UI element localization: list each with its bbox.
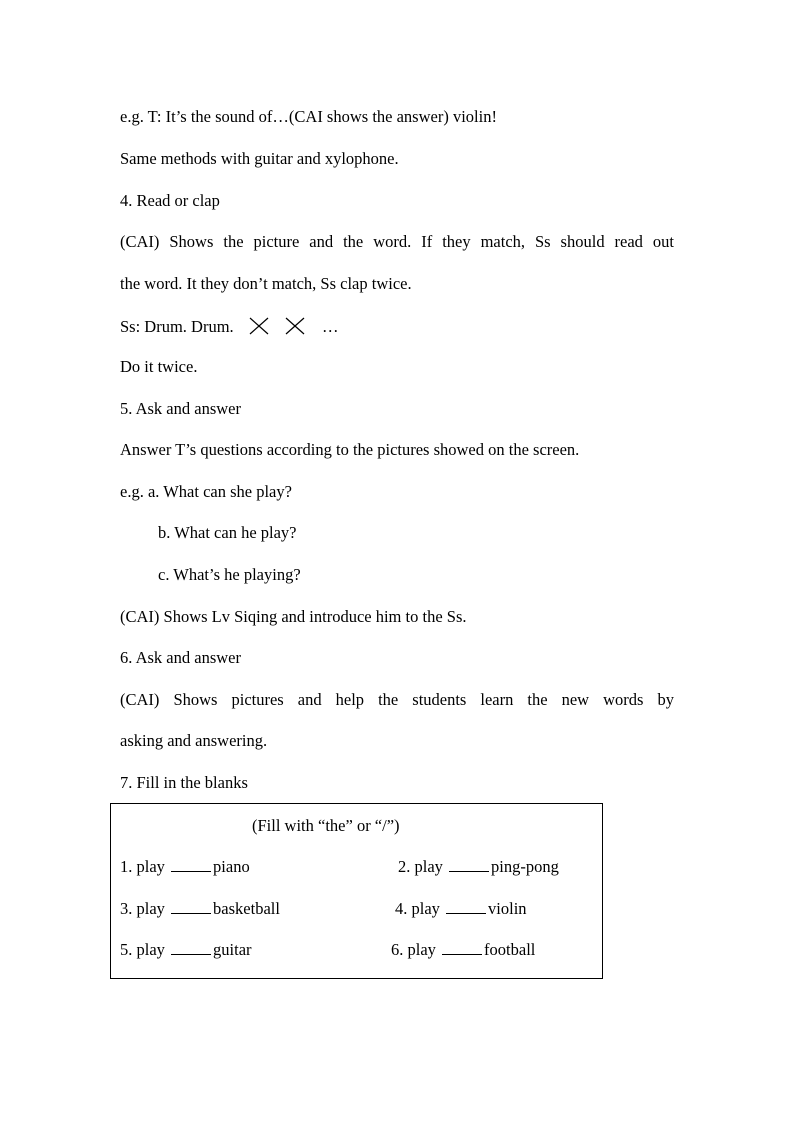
item-prefix: 3. play <box>120 899 165 918</box>
question-c: c. What’s he playing? <box>158 565 301 584</box>
exercise-item <box>391 940 535 960</box>
step-5-instruction: Answer T’s questions according to the pictures showed on the screen. <box>120 440 580 459</box>
same-methods-line: Same methods with guitar and xylophone. <box>120 149 399 168</box>
clap-cross-icon <box>248 316 270 336</box>
item-prefix: 5. play <box>120 940 165 959</box>
answer-blank[interactable] <box>171 940 211 955</box>
example-sound-line: e.g. T: It’s the sound of…(CAI shows the answer) violin! <box>120 107 497 126</box>
drum-response-text: Ss: Drum. Drum. <box>120 317 234 336</box>
item-prefix: 4. play <box>395 899 440 918</box>
exercise-item <box>120 940 252 960</box>
item-word: ping-pong <box>491 857 559 876</box>
answer-blank[interactable] <box>442 940 482 955</box>
do-it-twice-line: Do it twice. <box>120 357 198 376</box>
item-word: guitar <box>213 940 252 959</box>
fill-in-blanks-box <box>110 803 603 979</box>
answer-blank[interactable] <box>449 857 489 872</box>
exercise-item <box>398 857 559 877</box>
exercise-item <box>395 899 527 919</box>
step-4-instruction-line-2: the word. It they don’t match, Ss clap twice. <box>120 274 412 293</box>
item-word: piano <box>213 857 250 876</box>
item-word: basketball <box>213 899 280 918</box>
ellipsis-text: … <box>322 317 339 336</box>
drum-response-line <box>120 316 339 337</box>
item-word: football <box>484 940 536 959</box>
step-5-heading: 5. Ask and answer <box>120 399 241 418</box>
step-4-instruction-line-1: (CAI) Shows the picture and the word. If they match, Ss should read out <box>120 232 674 251</box>
item-prefix: 1. play <box>120 857 165 876</box>
answer-blank[interactable] <box>171 899 211 914</box>
step-6-instruction-line-2: asking and answering. <box>120 731 268 750</box>
item-prefix: 6. play <box>391 940 436 959</box>
clap-cross-icon <box>284 316 306 336</box>
step-4-heading: 4. Read or clap <box>120 191 220 210</box>
step-6-heading: 6. Ask and answer <box>120 648 241 667</box>
exercise-item <box>120 857 250 877</box>
question-a: e.g. a. What can she play? <box>120 482 292 501</box>
exercise-instruction: (Fill with “the” or “/”) <box>252 816 400 835</box>
question-b: b. What can he play? <box>158 523 297 542</box>
introduce-line: (CAI) Shows Lv Siqing and introduce him to the Ss. <box>120 607 467 626</box>
exercise-item <box>120 899 280 919</box>
step-6-instruction-line-1: (CAI) Shows pictures and help the students learn the new words by <box>120 690 674 709</box>
answer-blank[interactable] <box>446 899 486 914</box>
item-word: violin <box>488 899 527 918</box>
answer-blank[interactable] <box>171 857 211 872</box>
item-prefix: 2. play <box>398 857 443 876</box>
step-7-heading: 7. Fill in the blanks <box>120 773 248 792</box>
